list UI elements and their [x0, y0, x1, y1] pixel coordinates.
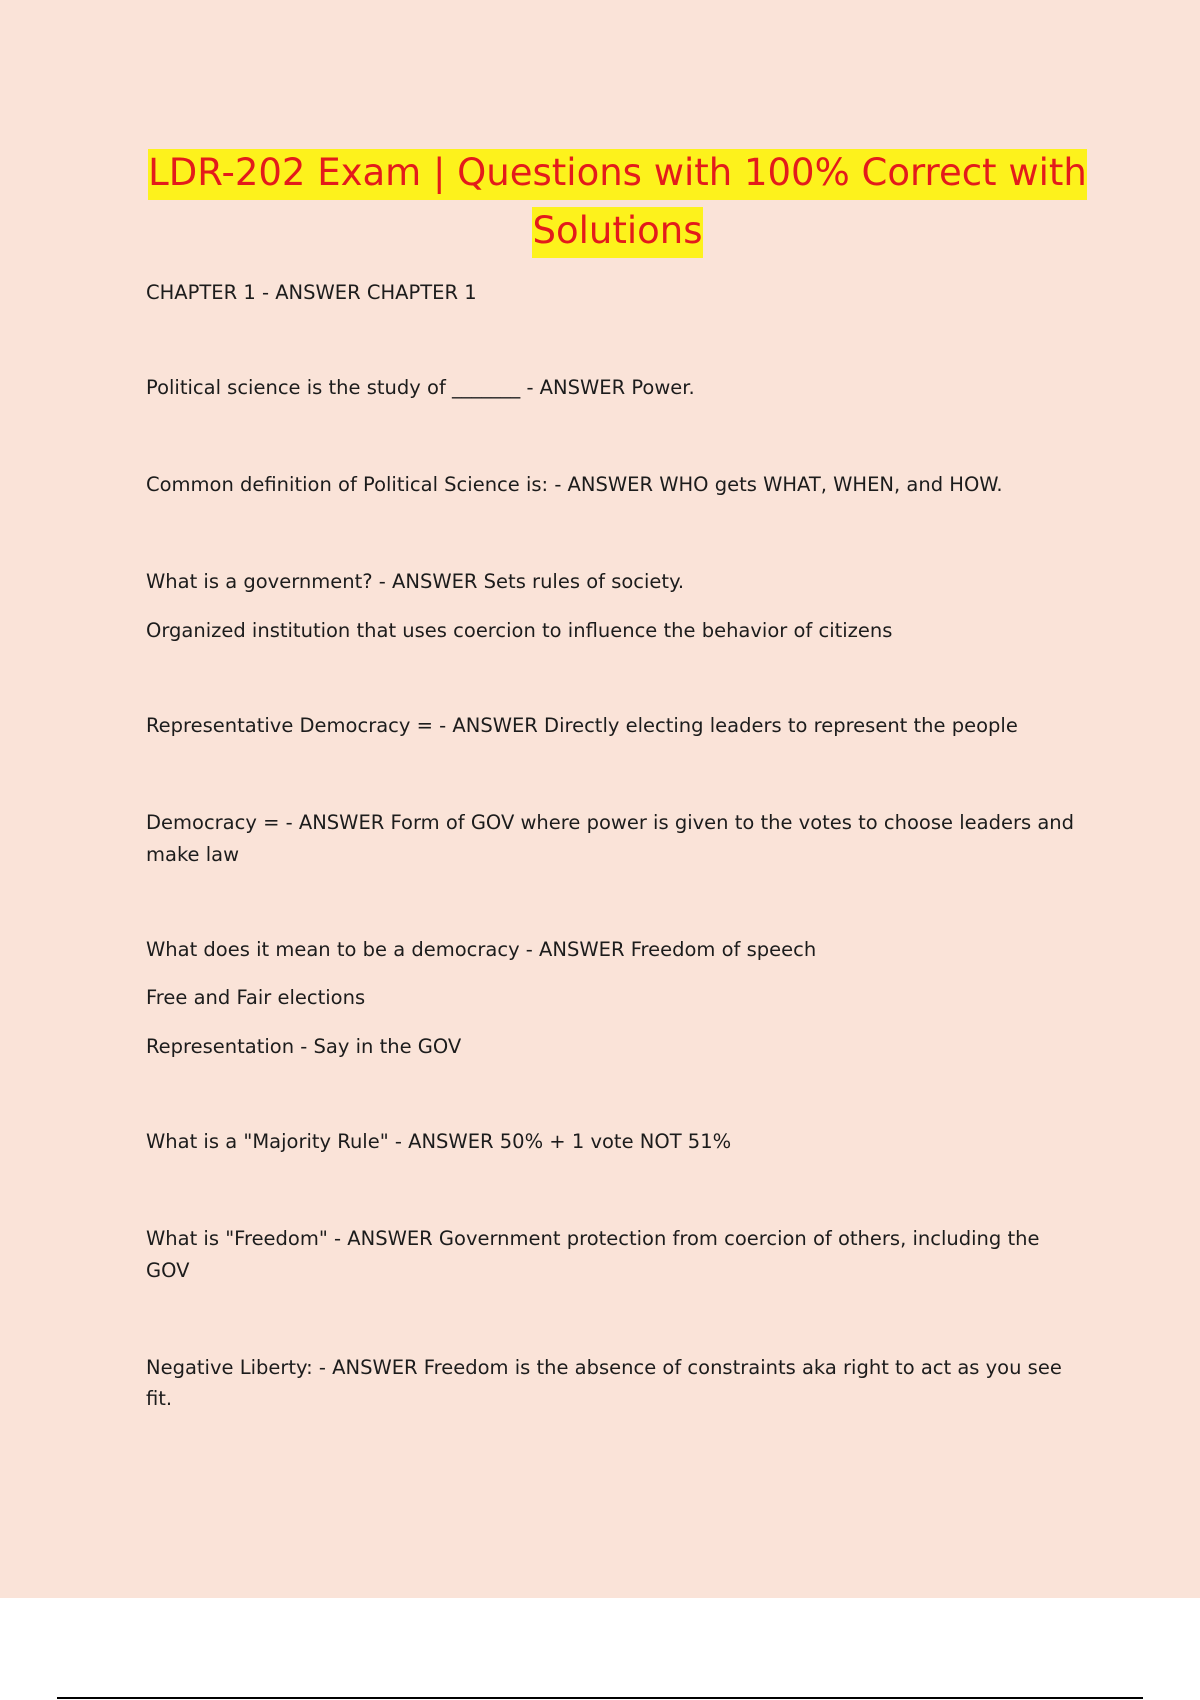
- qa-line: What does it mean to be a democracy - ANSWER Freedom of speech: [146, 938, 817, 961]
- document-title: [120, 144, 1115, 260]
- title-line-2: Solutions: [532, 207, 702, 258]
- qa-line: What is a government? - ANSWER Sets rules of society.: [146, 570, 685, 593]
- qa-line: Organized institution that uses coercion to influence the behavior of citizens: [146, 619, 893, 642]
- qa-line: Democracy = - ANSWER Form of GOV where power is given to the votes to choose leaders and: [146, 811, 1075, 834]
- qa-line: Political science is the study of _______ - ANSWER Power.: [146, 376, 695, 399]
- qa-line: What is a "Majority Rule" - ANSWER 50% + 1 vote NOT 51%: [146, 1130, 732, 1153]
- qa-line: Representative Democracy = - ANSWER Directly electing leaders to represent the people: [146, 714, 1018, 737]
- qa-line: Free and Fair elections: [146, 986, 366, 1009]
- qa-line: make law: [146, 843, 240, 866]
- title-line-1: LDR-202 Exam | Questions with 100% Correct with: [148, 149, 1087, 200]
- qa-line: Negative Liberty: - ANSWER Freedom is the absence of constraints aka right to act as you see: [146, 1356, 1062, 1379]
- qa-line: fit.: [146, 1387, 173, 1410]
- qa-line: Representation - Say in the GOV: [146, 1035, 462, 1058]
- chapter-heading: CHAPTER 1 - ANSWER CHAPTER 1: [146, 281, 477, 304]
- qa-line: GOV: [146, 1259, 190, 1282]
- qa-line: What is "Freedom" - ANSWER Government protection from coercion of others, including the: [146, 1227, 1040, 1250]
- footer-divider: [57, 1697, 1143, 1699]
- qa-line: Common definition of Political Science is: - ANSWER WHO gets WHAT, WHEN, and HOW.: [146, 473, 1003, 496]
